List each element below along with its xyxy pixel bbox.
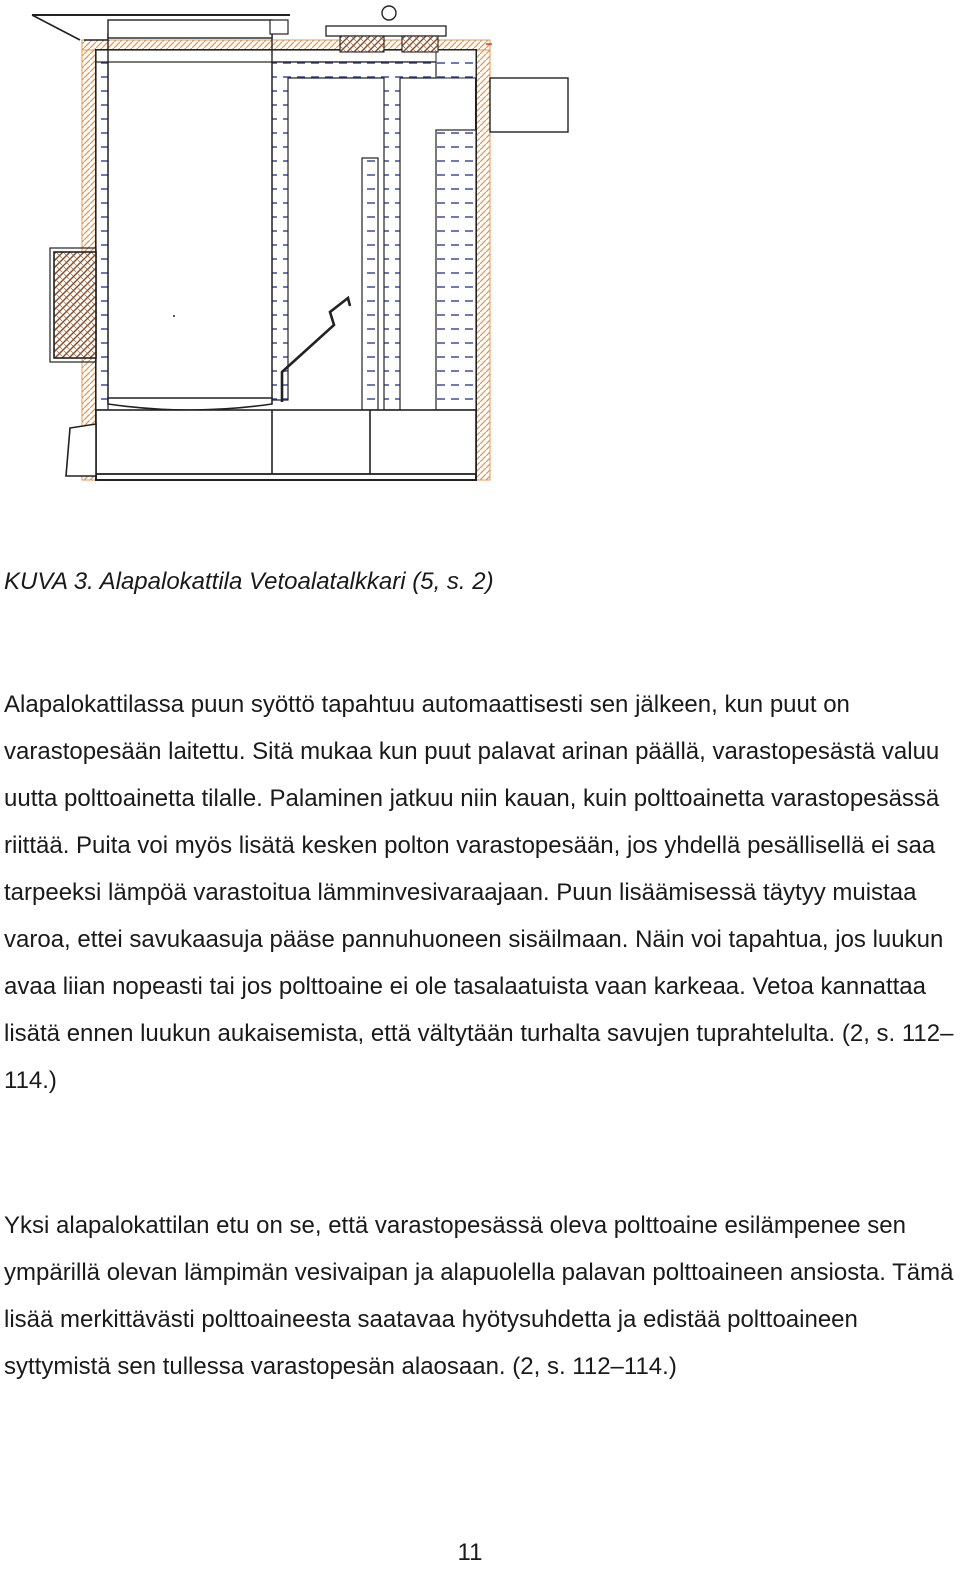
ash-door [66,424,96,476]
water-jacket-upper-right [436,50,476,78]
cover-handle-knob [382,6,396,20]
figure-caption: KUVA 3. Alapalokattila Vetoalatalkkari (5, s. 2) [4,568,494,595]
page-number: 11 [457,1539,483,1566]
loading-lid [32,15,290,40]
grate-deflector [282,298,350,402]
water-jacket-left [96,50,108,410]
boiler-cross-section-diagram [0,0,960,500]
flue-baffle [362,158,378,410]
body-paragraph: Alapalokattilassa puun syöttö tapahtuu automaattisesti sen jälkeen, kun puut on varastopesään laitettu. Sitä mukaa kun puut palavat arinan päällä, varastopesästä valuu uutta polttoainetta tilalle. Palaminen jatkuu niin kauan, kuin polttoainetta varastopesässä riittää. Puita voi myös lisätä kesken polton varastopesään, jos yhdellä pesällisellä ei saa tarpeeksi lämpöä varastoitua lämminvesivaraajaan. Puun lisäämisessä täytyy muistaa varoa, ettei savukaasuja pääse pannuhuoneen sisäilmaan. Näin voi tapahtua, jos luukun avaa liian nopeasti tai jos polttoaine ei ole tasalaatuista vaan karkeaa. Vetoa kannattaa lisätä ennen luukun aukaisemista, että vältytään turhalta savujen tuprahtelulta. (2, s. 112–114.) [4,691,954,1094]
flue-outlet-pipe [490,78,568,132]
firing-door [50,248,96,362]
center-mark [173,315,175,317]
body-paragraph: Yksi alapalokattilan etu on se, että varastopesässä oleva polttoaine esilämpenee sen ympärillä olevan lämpimän vesivaipan ja alapuolella palavan polttoaineen ansiosta. Tämä lisää merkittävästi polttoaineesta saatavaa hyötysuhdetta ja edistää polttoaineen syttymistä sen tullessa varastopesän alaosaan. (2, s. 112–114.) [4,1212,954,1380]
insulation-right [476,42,490,480]
ash-chamber [66,410,476,476]
water-jacket-right [436,130,476,410]
firebrick-plug-left [340,36,384,52]
firebrick-plug-right [402,36,438,52]
water-jacket [96,50,476,410]
grate [108,398,272,410]
fuel-magazine [108,34,272,400]
